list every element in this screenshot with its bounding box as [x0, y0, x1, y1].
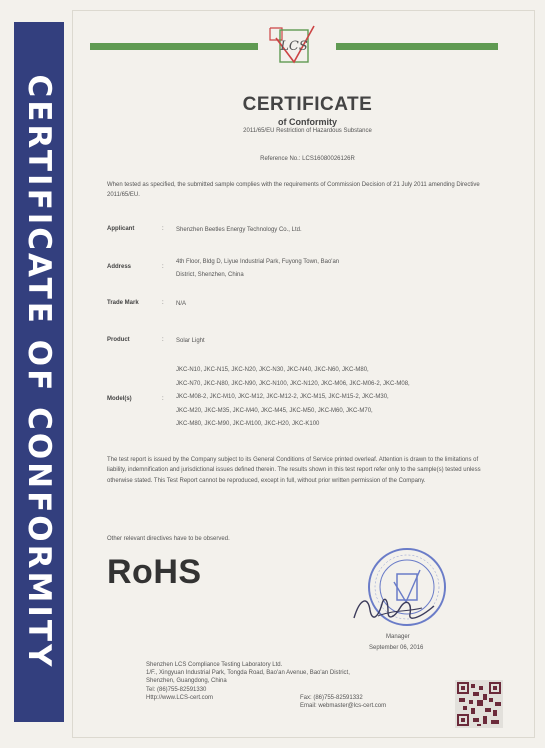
signoff-date: September 06, 2016 [369, 645, 424, 651]
footer-address-2: Shenzhen, Guangdong, China [146, 678, 227, 685]
disclaimer-paragraph: The test report is issued by the Company subject to its General Conditions of Service printed overleaf. Attention is drawn to the limitations of liability, indemnification and jurisdictional issues defined therein. The results shown in this test report refer only to the sample(s) tested unless otherwise stated. This Test Report cannot be reproduced, except in full, without prior written permission of the Company. [107, 457, 481, 484]
other-directives-note: Other relevant directives have to be observed. [107, 536, 230, 542]
manager-signature [348, 588, 440, 628]
side-title: CERTIFICATE OF CONFORMITY [21, 74, 57, 670]
header-bar-left [90, 43, 258, 50]
trademark-value: N/A [176, 301, 187, 307]
models-line: JKC-M80, JKC-M90, JKC-M100, JKC-H20, JKC-K100 [176, 421, 320, 427]
header-bar-right [336, 43, 498, 50]
colon: : [162, 337, 164, 343]
applicant-value: Shenzhen Beetles Energy Technology Co., Ltd. [176, 227, 302, 233]
certificate-title: CERTIFICATE [242, 94, 373, 115]
trademark-label: Trade Mark [107, 300, 139, 306]
directive-line: 2011/65/EU Restriction of Hazardous Substance [243, 128, 372, 134]
footer-tel: Tel: (86)755-82591330 [146, 686, 207, 693]
applicant-label: Applicant [107, 226, 135, 232]
models-list [176, 364, 496, 432]
address-line-1: 4th Floor, Bldg D, Liyue Industrial Park, Fuyong Town, Bao'an [176, 259, 340, 265]
address-label: Address [107, 264, 132, 270]
lcs-logo [262, 22, 326, 70]
footer-email: Email: webmaster@lcs-cert.com [300, 703, 387, 710]
logo-text: LCS [280, 39, 308, 54]
certificate-subtitle: of Conformity [278, 117, 337, 127]
product-value: Solar Light [176, 338, 205, 344]
models-line: JKC-N70, JKC-N80, JKC-N90, JKC-N100, JKC-N120, JKC-M06, JKC-M06-2, JKC-M08, [176, 380, 410, 387]
footer-fax: Fax: (86)755-82591332 [300, 695, 363, 701]
models-line: JKC-M20, JKC-M35, JKC-M40, JKC-M45, JKC-M50, JKC-M60, JKC-M70, [176, 407, 373, 414]
footer-web: Http://www.LCS-cert.com [146, 694, 214, 701]
models-line: JKC-N10, JKC-N15, JKC-N20, JKC-N30, JKC-N40, JKC-N60, JKC-M80, [176, 367, 369, 373]
colon: : [162, 226, 164, 232]
reference-number: Reference No.: LCS16080026126R [260, 156, 355, 162]
colon: : [162, 396, 164, 402]
footer-company: Shenzhen LCS Compliance Testing Laboratory Ltd. [146, 662, 283, 668]
intro-statement: When tested as specified, the submitted sample complies with the requirements of Commission Decision of 21 July 2011 amending Directive 2011/65/EU. [107, 182, 480, 198]
colon: : [162, 300, 164, 306]
footer-contact-right [300, 694, 386, 710]
signatory-role: Manager [386, 634, 410, 640]
footer-address-1: 1/F., Xingyuan Industrial Park, Tongda Road, Bao'an Avenue, Bao'an District, [146, 670, 350, 677]
rohs-mark: RoHS [107, 553, 202, 591]
address-line-2: District, Shenzhen, China [176, 272, 244, 278]
qr-code-icon [455, 680, 503, 728]
models-line: JKC-M08-2, JKC-M10, JKC-M12, JKC-M12-2, JKC-M15, JKC-M15-2, JKC-M30, [176, 394, 389, 400]
colon: : [162, 264, 164, 270]
models-label: Model(s) [107, 396, 132, 402]
product-label: Product [107, 337, 130, 343]
